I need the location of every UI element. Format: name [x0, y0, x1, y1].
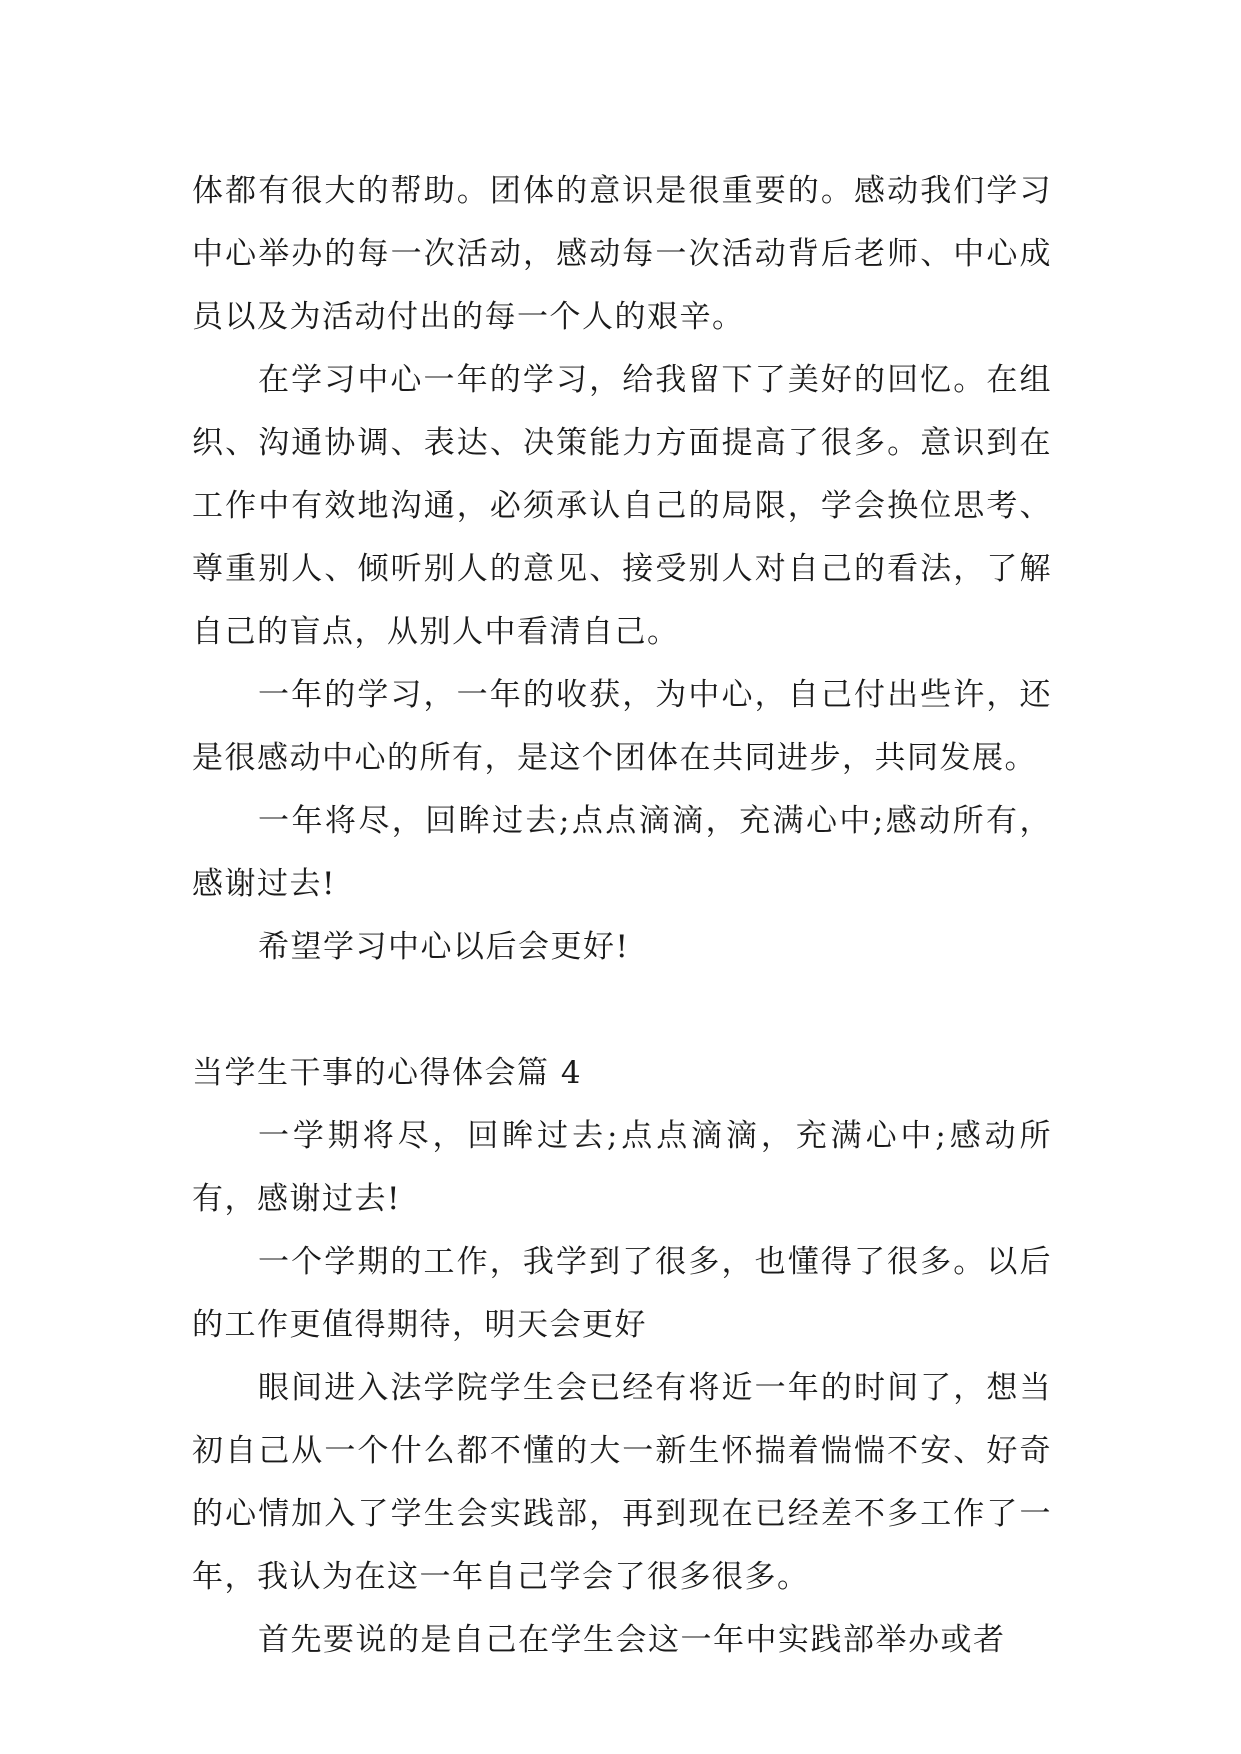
section-title: 当学生干事的心得体会篇 4 — [192, 1055, 583, 1091]
paragraph-6: 一学期将尽，回眸过去;点点滴滴，充满心中;感动所有，感谢过去! — [192, 1118, 1052, 1217]
paragraph-4: 一年将尽，回眸过去;点点滴滴，充满心中;感动所有，感谢过去! — [192, 803, 1052, 902]
paragraph-2: 在学习中心一年的学习，给我留下了美好的回忆。在组织、沟通协调、表达、决策能力方面提高了很多。意识到在工作中有效地沟通，必须承认自己的局限，学会换位思考、尊重别人、倾听别人的意见、接受别人对自己的看法，了解自己的盲点，从别人中看清自己。 — [192, 362, 1052, 650]
paragraph-7: 一个学期的工作，我学到了很多，也懂得了很多。以后的工作更值得期待，明天会更好 — [192, 1244, 1052, 1343]
paragraph-8: 眼间进入法学院学生会已经有将近一年的时间了，想当初自己从一个什么都不懂的大一新生怀揣着惴惴不安、好奇的心情加入了学生会实践部，再到现在已经差不多工作了一年，我认为在这一年自己学会了很多很多。 — [192, 1370, 1052, 1595]
paragraph-5: 希望学习中心以后会更好! — [258, 929, 630, 965]
paragraph-3: 一年的学习，一年的收获，为中心，自己付出些许，还是很感动中心的所有，是这个团体在共同进步，共同发展。 — [192, 677, 1052, 776]
paragraph-1: 体都有很大的帮助。团体的意识是很重要的。感动我们学习中心举办的每一次活动，感动每一次活动背后老师、中心成员以及为活动付出的每一个人的艰辛。 — [192, 173, 1052, 335]
document-body — [192, 160, 1052, 1672]
paragraph-9: 首先要说的是自己在学生会这一年中实践部举办或者 — [258, 1622, 1006, 1658]
